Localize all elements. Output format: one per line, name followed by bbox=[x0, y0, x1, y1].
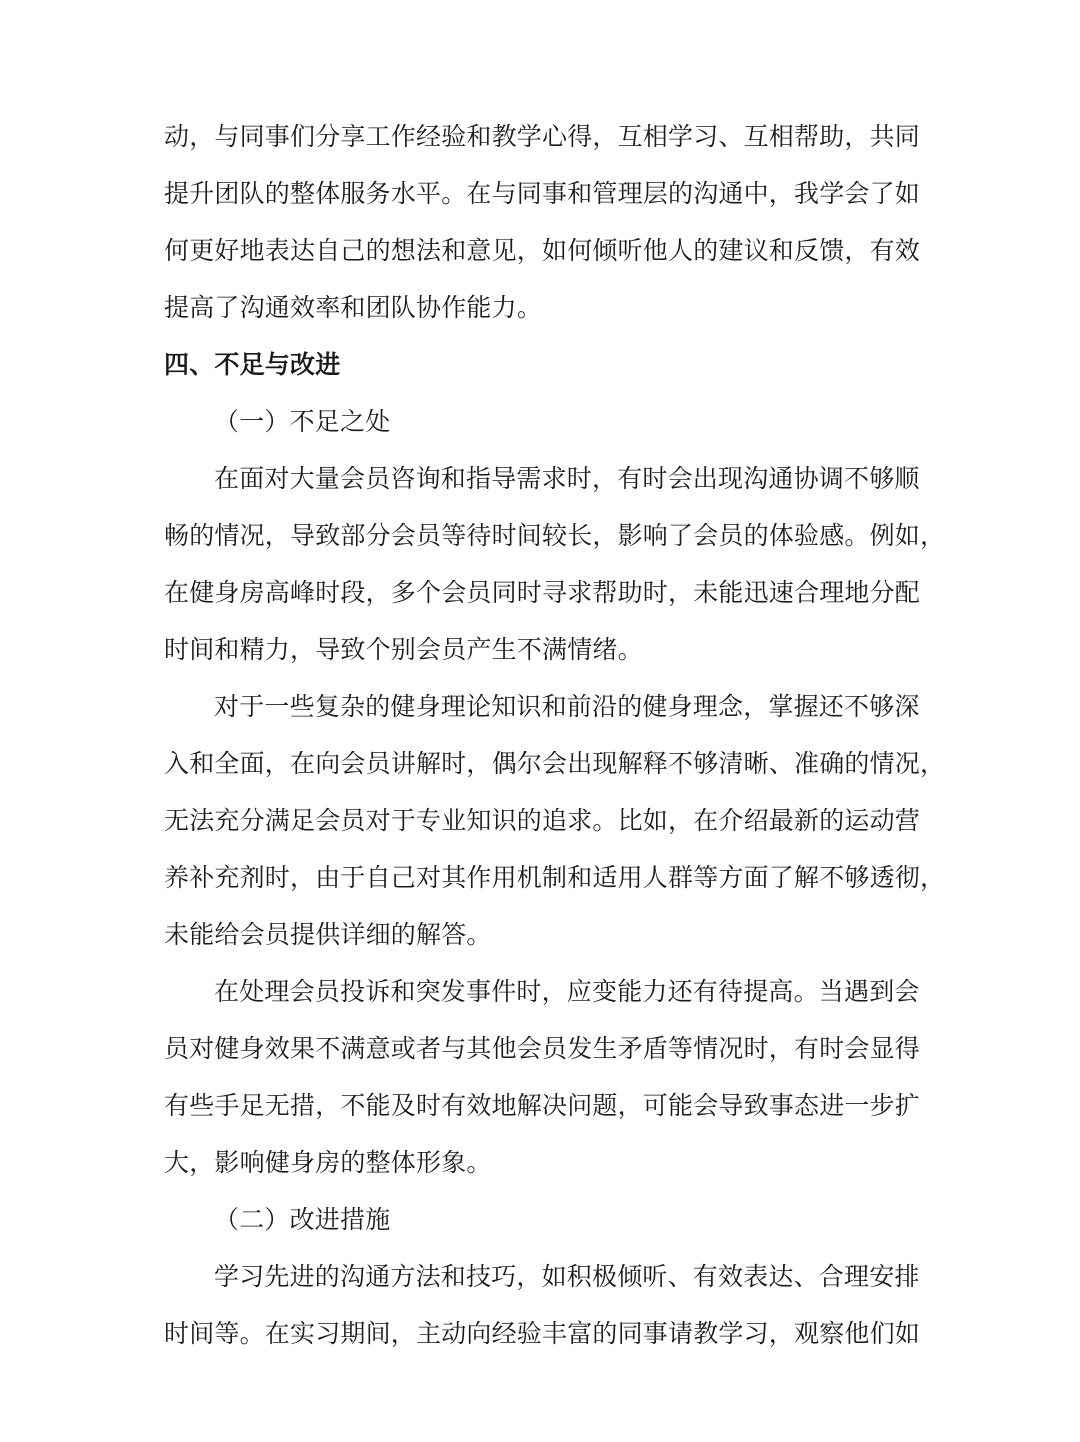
paragraph-line: 时间和精力，导致个别会员产生不满情绪。 bbox=[164, 635, 643, 664]
paragraph-line: 养补充剂时，由于自己对其作用机制和适用人群等方面了解不够透彻， bbox=[164, 863, 946, 892]
paragraph-line: 在处理会员投诉和突发事件时，应变能力还有待提高。当遇到会 bbox=[214, 977, 920, 1006]
paragraph-line: 入和全面，在向会员讲解时，偶尔会出现解释不够清晰、准确的情况， bbox=[164, 749, 946, 778]
paragraph-line: 无法充分满足会员对于专业知识的追求。比如，在介绍最新的运动营 bbox=[164, 806, 921, 835]
paragraph-line: 在健身房高峰时段，多个会员同时寻求帮助时，未能迅速合理地分配 bbox=[164, 578, 921, 607]
paragraph-line: 何更好地表达自己的想法和意见，如何倾听他人的建议和反馈，有效 bbox=[164, 236, 921, 265]
subsection-heading: （二）改进措施 bbox=[214, 1205, 391, 1234]
paragraph-line: 动，与同事们分享工作经验和教学心得，互相学习、互相帮助，共同 bbox=[164, 122, 921, 151]
paragraph-line: 时间等。在实习期间，主动向经验丰富的同事请教学习，观察他们如 bbox=[164, 1319, 921, 1348]
paragraph-line: 大，影响健身房的整体形象。 bbox=[164, 1148, 492, 1177]
paragraph-line: 对于一些复杂的健身理论知识和前沿的健身理念，掌握还不够深 bbox=[214, 692, 920, 721]
paragraph-line: 学习先进的沟通方法和技巧，如积极倾听、有效表达、合理安排 bbox=[214, 1262, 920, 1291]
paragraph-line: 员对健身效果不满意或者与其他会员发生矛盾等情况时，有时会显得 bbox=[164, 1034, 921, 1063]
paragraph-line: 畅的情况，导致部分会员等待时间较长，影响了会员的体验感。例如， bbox=[164, 521, 946, 550]
paragraph-line: 提升团队的整体服务水平。在与同事和管理层的沟通中，我学会了如 bbox=[164, 179, 921, 208]
paragraph-line: 提高了沟通效率和团队协作能力。 bbox=[164, 293, 543, 322]
paragraph-line: 未能给会员提供详细的解答。 bbox=[164, 920, 492, 949]
subsection-heading: （一）不足之处 bbox=[214, 407, 391, 436]
document-body bbox=[164, 108, 946, 1362]
section-heading: 四、不足与改进 bbox=[164, 350, 341, 379]
paragraph-line: 在面对大量会员咨询和指导需求时，有时会出现沟通协调不够顺 bbox=[214, 464, 920, 493]
paragraph-line: 有些手足无措，不能及时有效地解决问题，可能会导致事态进一步扩 bbox=[164, 1091, 921, 1120]
